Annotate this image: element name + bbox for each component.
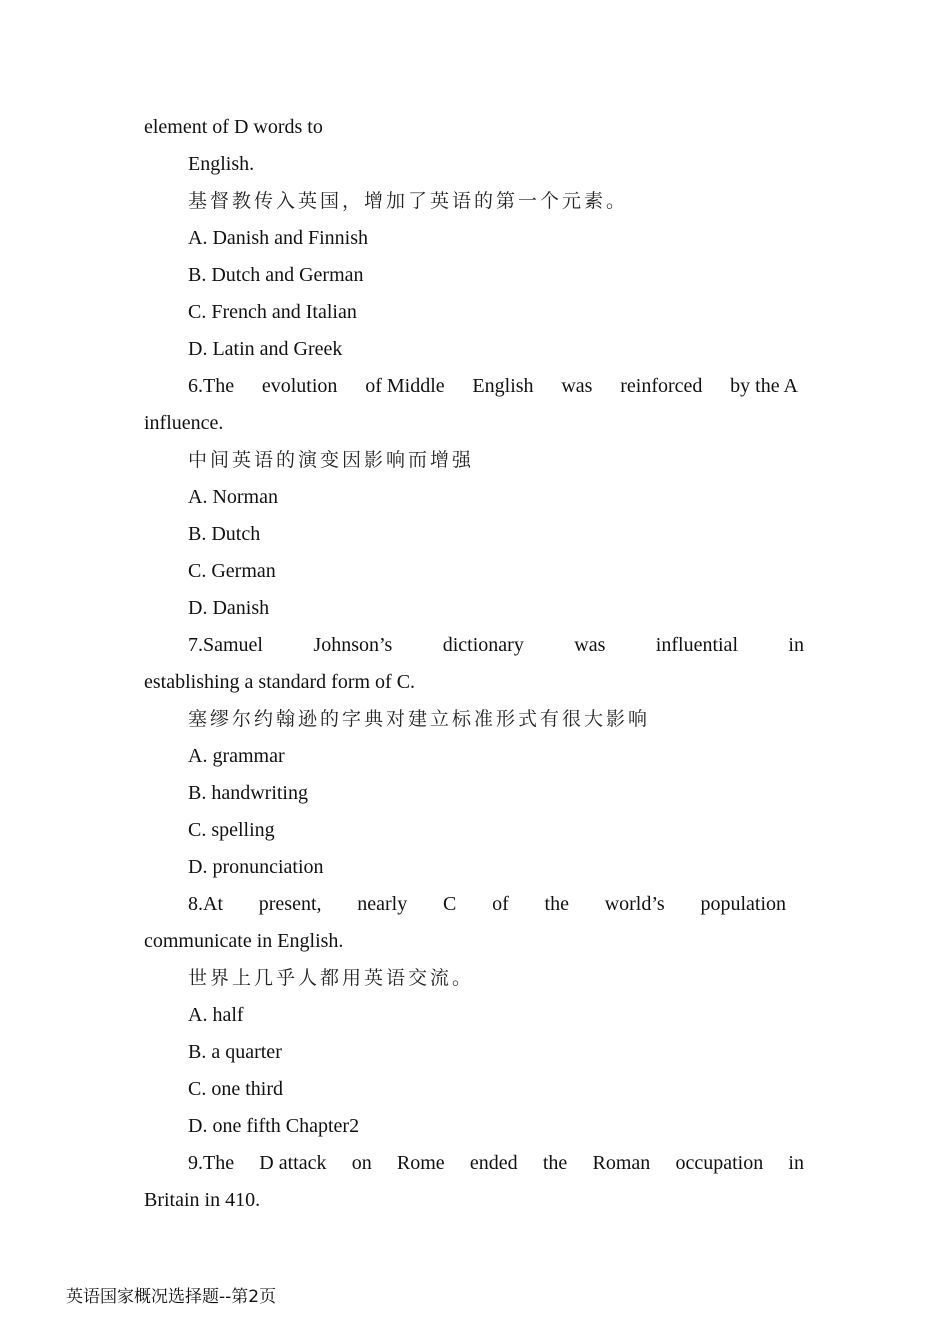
- word: English: [472, 375, 534, 397]
- option-a: A. half: [188, 1004, 244, 1026]
- word: Roman: [592, 1152, 651, 1174]
- chinese-translation: 塞缪尔约翰逊的字典对建立标准形式有很大影响: [188, 708, 651, 730]
- word: in: [788, 634, 804, 656]
- question-6: [188, 374, 798, 398]
- text-line: Britain in 410.: [144, 1189, 261, 1211]
- word: 9.The: [188, 1152, 235, 1174]
- word: nearly: [357, 893, 408, 915]
- chinese-translation: 基督教传入英国，增加了英语的第一个元素。: [188, 190, 629, 212]
- option-a: A. Danish and Finnish: [188, 227, 368, 249]
- word: world’s: [604, 893, 665, 915]
- word: C: [443, 893, 457, 915]
- word: Johnson’s: [313, 634, 393, 656]
- word: on: [351, 1152, 372, 1174]
- option-d: D. Danish: [188, 597, 270, 619]
- option-b: B. a quarter: [188, 1041, 282, 1063]
- text-line: communicate in English.: [144, 930, 344, 952]
- word: population: [700, 893, 786, 915]
- question-9: [188, 1151, 804, 1175]
- option-d: D. one fifth Chapter2: [188, 1115, 360, 1137]
- word: of Middle: [365, 375, 445, 397]
- word: 6.The: [188, 375, 235, 397]
- chinese-translation: 世界上几乎人都用英语交流。: [188, 967, 475, 989]
- word: reinforced: [620, 375, 703, 397]
- option-b: B. Dutch: [188, 523, 261, 545]
- word: present,: [258, 893, 322, 915]
- word: was: [561, 375, 593, 397]
- word: the: [542, 1152, 568, 1174]
- word: 7.Samuel: [188, 634, 263, 656]
- text-line: establishing a standard form of C.: [144, 671, 416, 693]
- word: in: [788, 1152, 804, 1174]
- option-c: C. one third: [188, 1078, 283, 1100]
- option-c: C. spelling: [188, 819, 275, 841]
- option-c: C. German: [188, 560, 276, 582]
- word: occupation: [675, 1152, 764, 1174]
- text-line: element of D words to: [144, 116, 323, 138]
- question-8: [188, 892, 786, 916]
- option-a: A. Norman: [188, 486, 278, 508]
- chinese-translation: 中间英语的演变因影响而增强: [188, 449, 475, 471]
- page-footer: 英语国家概况选择题--第2页: [66, 1287, 277, 1307]
- option-b: B. handwriting: [188, 782, 308, 804]
- word: influential: [655, 634, 738, 656]
- option-d: D. pronunciation: [188, 856, 324, 878]
- text-line: English.: [188, 153, 255, 175]
- word: by the A: [730, 375, 798, 397]
- option-b: B. Dutch and German: [188, 264, 364, 286]
- word: the: [544, 893, 569, 915]
- option-d: D. Latin and Greek: [188, 338, 343, 360]
- word: D attack: [259, 1152, 327, 1174]
- word: dictionary: [442, 634, 524, 656]
- word: 8.At: [188, 893, 223, 915]
- word: of: [492, 893, 509, 915]
- word: Rome: [396, 1152, 445, 1174]
- word: evolution: [261, 375, 338, 397]
- question-7: [188, 633, 804, 657]
- word: ended: [469, 1152, 518, 1174]
- text-line: influence.: [144, 412, 224, 434]
- option-c: C. French and Italian: [188, 301, 357, 323]
- option-a: A. grammar: [188, 745, 285, 767]
- word: was: [574, 634, 606, 656]
